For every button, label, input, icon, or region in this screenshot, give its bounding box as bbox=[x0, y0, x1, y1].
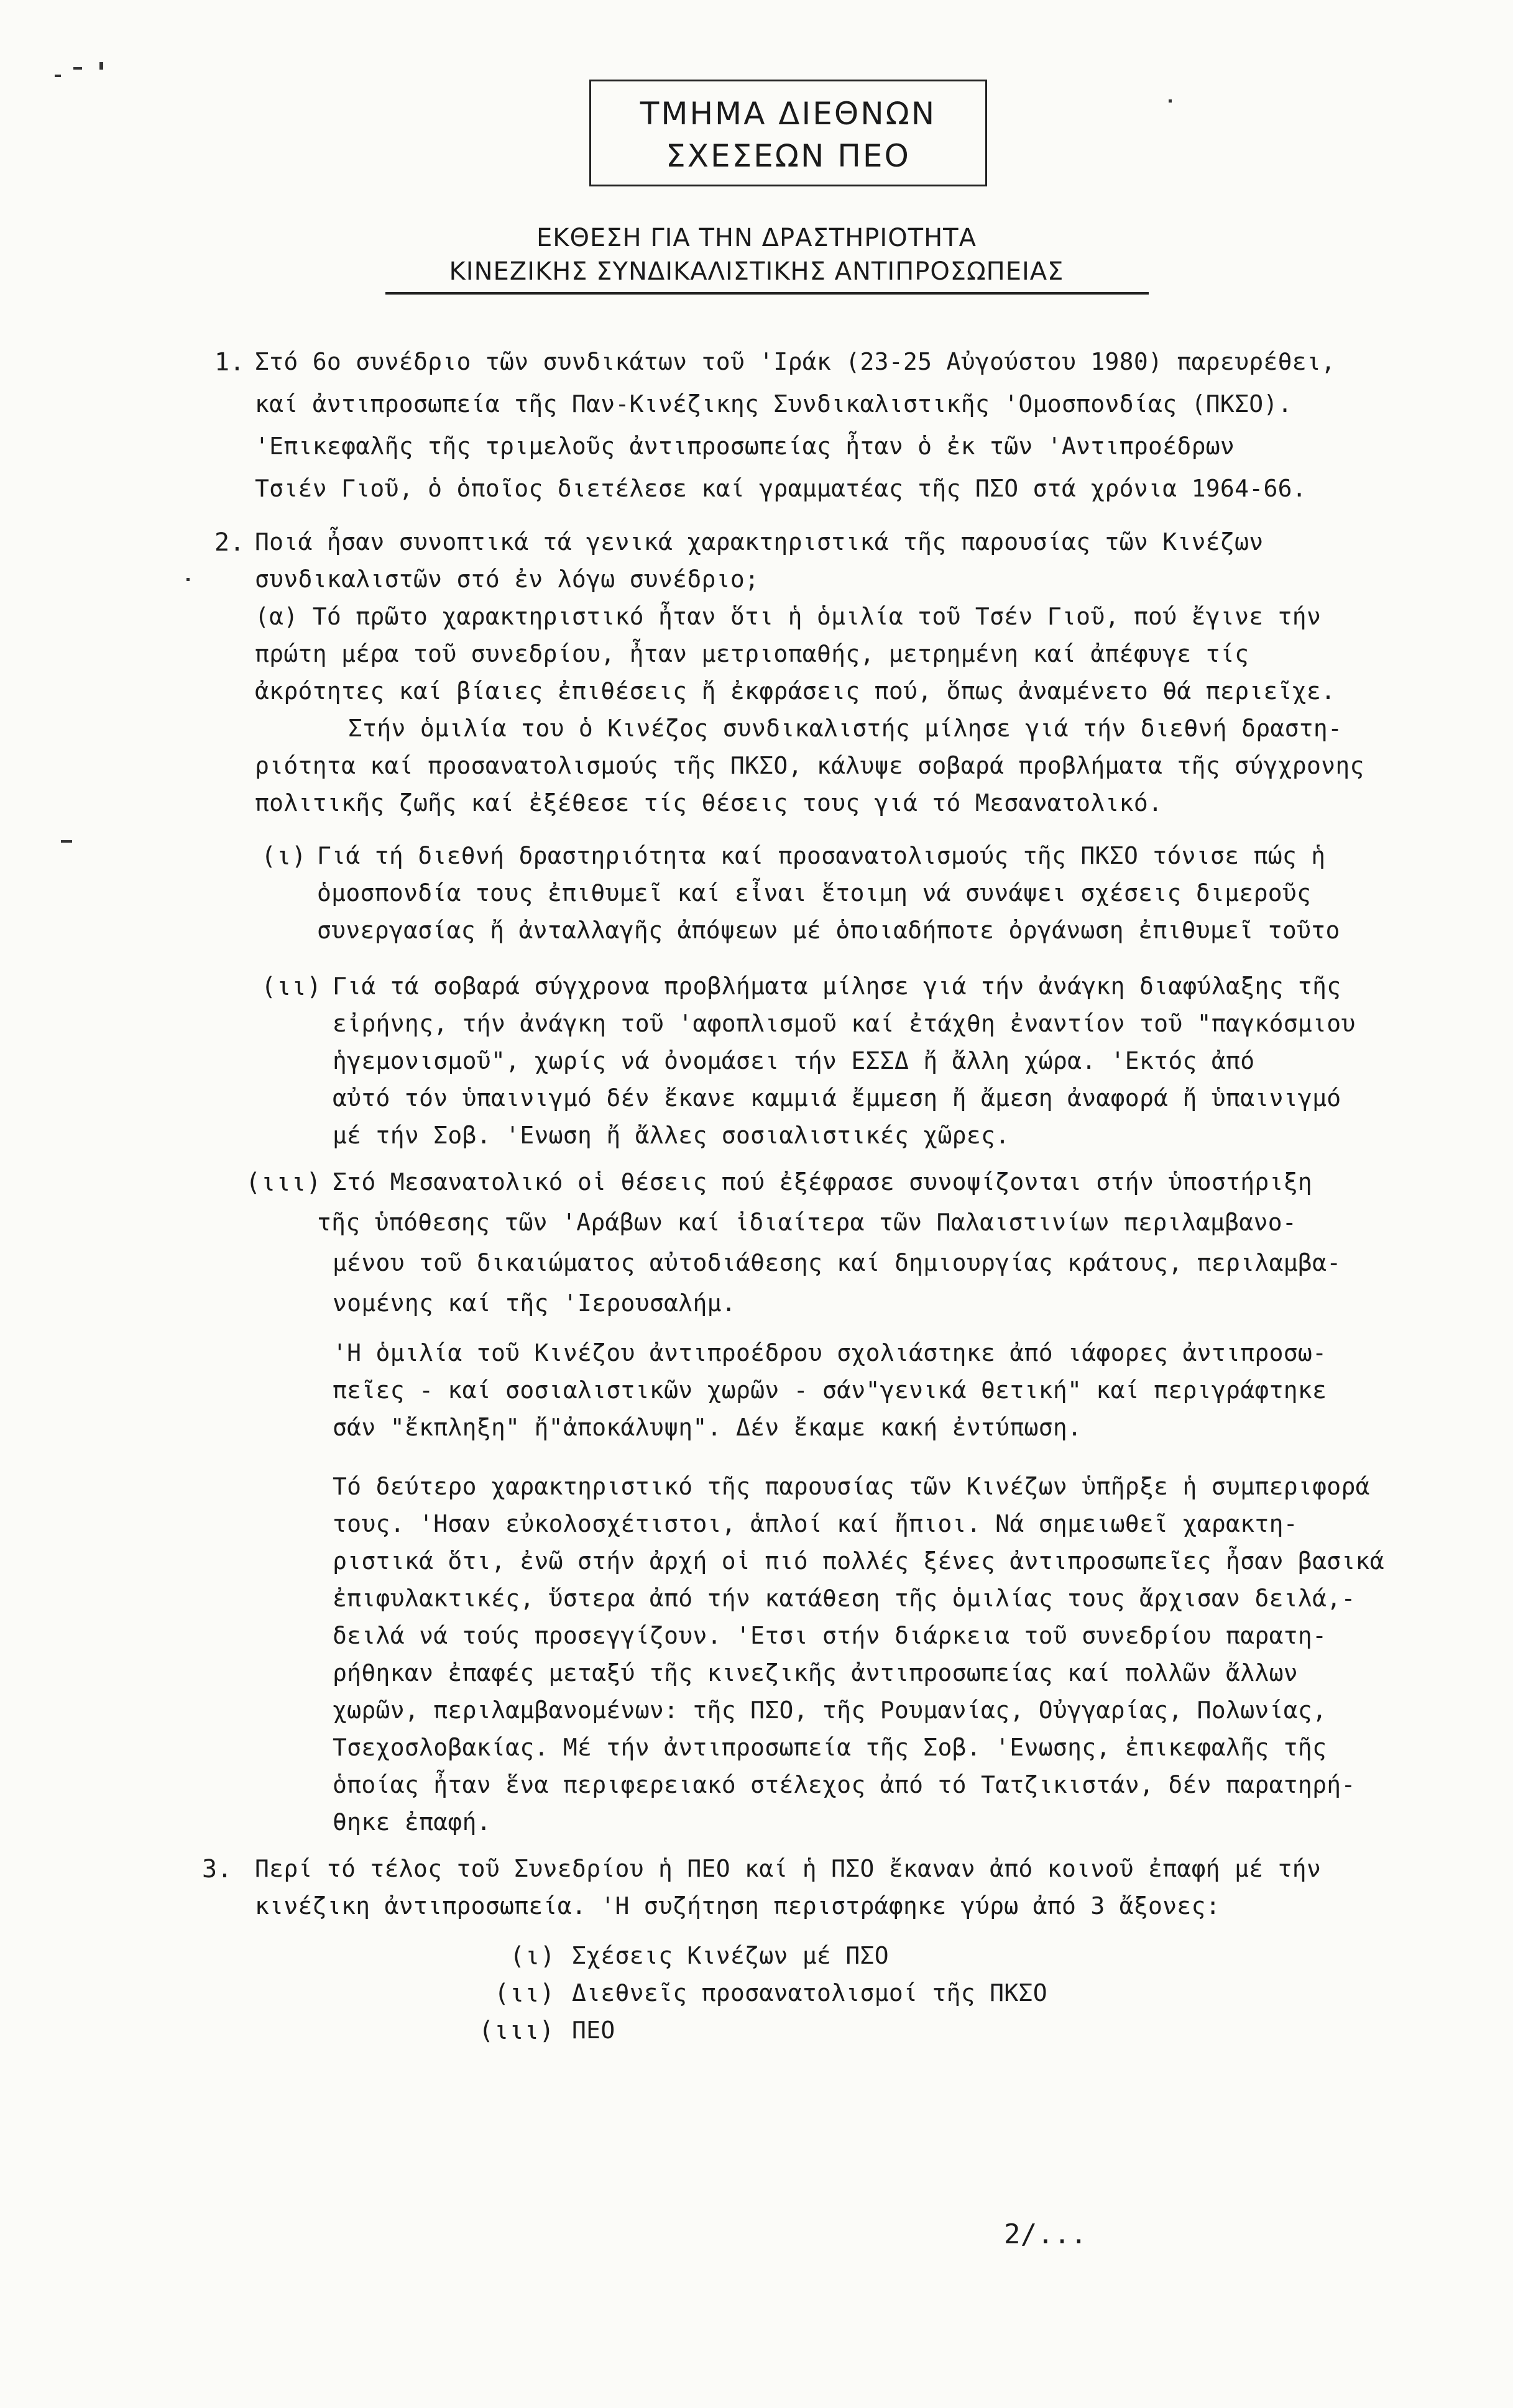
list-marker: (ιι) bbox=[494, 1979, 555, 2008]
text-line: πεῖες - καί σοσιαλιστικῶν χωρῶν - σάν"γενικά θετική" καί περιγράφτηκε bbox=[333, 1376, 1327, 1404]
text-line: (α) Τό πρῶτο χαρακτηριστικό ἦταν ὅτι ἡ ὁμιλία τοῦ Τσέν Γιοῦ, πού ἔγινε τήν bbox=[255, 603, 1322, 630]
subsection-marker: (ι) bbox=[261, 842, 307, 871]
text-line: μένου τοῦ δικαιώματος αὐτοδιάθεσης καί δημιουργίας κράτους, περιλαμβα- bbox=[333, 1249, 1341, 1276]
text-line: τους. 'Ησαν εὐκολοσχέτιστοι, ἁπλοί καί ἤπιοι. Νά σημειωθεῖ χαρακτη- bbox=[333, 1510, 1298, 1537]
text-line: αὐτό τόν ὑπαινιγμό δέν ἔκανε καμμιά ἔμμεση ἤ ἄμεση ἀναφορά ἤ ὑπαινιγμό bbox=[333, 1084, 1341, 1112]
text-line: εἰρήνης, τήν ἀνάγκη τοῦ 'αφοπλισμοῦ καί ἐτάχθη ἐναντίον τοῦ "παγκόσμιου bbox=[333, 1010, 1356, 1037]
text-line: πολιτικῆς ζωῆς καί ἐξέθεσε τίς θέσεις τους γιά τό Μεσανατολικό. bbox=[255, 789, 1163, 817]
text-line: 'Η ὁμιλία τοῦ Κινέζου ἀντιπροέδρου σχολιάστηκε ἀπό ιάφορες ἀντιπροσω- bbox=[333, 1339, 1327, 1367]
text-line: ὁποίας ἦταν ἕνα περιφερειακό στέλεχος ἀπό τό Τατζικιστάν, δέν παρατηρή- bbox=[333, 1771, 1356, 1798]
text-line: χωρῶν, περιλαμβανομένων: τῆς ΠΣΟ, τῆς Ρουμανίας, Οὐγγαρίας, Πολωνίας, bbox=[333, 1696, 1327, 1724]
text-line: συνδικαλιστῶν στό ἐν λόγω συνέδριο; bbox=[255, 565, 760, 593]
text-line: Στό Μεσανατολικό οἱ θέσεις πού ἐξέφρασε συνοψίζονται στήν ὑποστήριξη bbox=[333, 1168, 1313, 1196]
list-item: ΠΕΟ bbox=[572, 2017, 615, 2044]
title-underline bbox=[385, 292, 1149, 295]
list-marker: (ι) bbox=[510, 1942, 556, 1971]
text-line: ρήθηκαν ἐπαφές μεταξύ τῆς κινεζικῆς ἀντιπροσωπείας καί πολλῶν ἄλλων bbox=[333, 1659, 1298, 1687]
scan-speck bbox=[61, 840, 72, 843]
text-line: Ποιά ἦσαν συνοπτικά τά γενικά χαρακτηριστικά τῆς παρουσίας τῶν Κινέζων bbox=[255, 528, 1264, 556]
text-line: Γιά τή διεθνή δραστηριότητα καί προσανατολισμούς τῆς ΠΚΣΟ τόνισε πώς ἡ bbox=[317, 842, 1326, 869]
page-number: 2/... bbox=[1004, 2218, 1087, 2250]
stamp-line-2: ΣΧΕΣΕΩΝ ΠΕΟ bbox=[666, 138, 911, 174]
text-line: 'Επικεφαλῆς τῆς τριμελοῦς ἀντιπροσωπείας ἦταν ὁ ἐκ τῶν 'Αντιπροέδρων bbox=[255, 433, 1235, 460]
section-marker: 2. bbox=[214, 528, 245, 557]
text-line: Τσιέν Γιοῦ, ὁ ὁποῖος διετέλεσε καί γραμματέας τῆς ΠΣΟ στά χρόνια 1964-66. bbox=[255, 475, 1307, 502]
text-line: ἐπιφυλακτικές, ὕστερα ἀπό τήν κατάθεση τῆς ὁμιλίας τους ἄρχισαν δειλά,- bbox=[333, 1585, 1356, 1612]
department-stamp bbox=[589, 80, 987, 186]
stamp-line-1: ΤΜΗΜΑ ΔΙΕΘΝΩΝ bbox=[640, 96, 937, 132]
text-line: ριότητα καί προσανατολισμούς τῆς ΠΚΣΟ, κάλυψε σοβαρά προβλήματα τῆς σύγχρονης bbox=[255, 752, 1364, 779]
text-line: ὁμοσπονδία τους ἐπιθυμεῖ καί εἶναι ἕτοιμη νά συνάψει σχέσεις διμεροῦς bbox=[317, 879, 1312, 907]
list-marker: (ιιι) bbox=[479, 2017, 554, 2045]
scan-speck bbox=[73, 67, 82, 70]
text-line: θηκε ἐπαφή. bbox=[333, 1808, 491, 1836]
scan-speck bbox=[186, 578, 190, 581]
text-line: μέ τήν Σοβ. 'Ενωση ἤ ἄλλες σοσιαλιστικές χῶρες. bbox=[333, 1122, 1010, 1149]
text-line: δειλά νά τούς προσεγγίζουν. 'Ετσι στήν διάρκεια τοῦ συνεδρίου παρατη- bbox=[333, 1622, 1327, 1649]
list-item: Διεθνεῖς προσανατολισμοί τῆς ΠΚΣΟ bbox=[572, 1979, 1047, 2007]
text-line: πρώτη μέρα τοῦ συνεδρίου, ἦταν μετριοπαθής, μετρημένη καί ἀπέφυγε τίς bbox=[255, 640, 1249, 667]
scan-speck bbox=[55, 75, 61, 77]
subsection-marker: (ιιι) bbox=[246, 1168, 321, 1197]
section-marker: 1. bbox=[214, 348, 245, 377]
section-marker: 3. bbox=[202, 1855, 232, 1884]
report-title-line-2: ΚΙΝΕΖΙΚΗΣ ΣΥΝΔΙΚΑΛΙΣΤΙΚΗΣ ΑΝΤΙΠΡΟΣΩΠΕΙΑΣ bbox=[449, 257, 1064, 286]
text-line: ἡγεμονισμοῦ", χωρίς νά ὀνομάσει τήν ΕΣΣΔ ἤ ἄλλη χώρα. 'Εκτός ἀπό bbox=[333, 1047, 1255, 1074]
scan-speck bbox=[1169, 99, 1172, 103]
subsection-marker: (ιι) bbox=[261, 973, 322, 1001]
text-line: Στό 6ο συνέδριο τῶν συνδικάτων τοῦ 'Ιράκ (23-25 Αὐγούστου 1980) παρευρέθει, bbox=[255, 348, 1336, 375]
text-line: Περί τό τέλος τοῦ Συνεδρίου ἡ ΠΕΟ καί ἡ ΠΣΟ ἔκαναν ἀπό κοινοῦ ἐπαφή μέ τήν bbox=[255, 1855, 1322, 1882]
text-line: ἀκρότητες καί βίαιες ἐπιθέσεις ἤ ἐκφράσεις πού, ὅπως ἀναμένετο θά περιεῖχε. bbox=[255, 677, 1336, 705]
list-item: Σχέσεις Κινέζων μέ ΠΣΟ bbox=[572, 1942, 889, 1969]
text-line: σάν "ἔκπληξη" ἤ"ἀποκάλυψη". Δέν ἔκαμε κακή ἐντύπωση. bbox=[333, 1414, 1082, 1441]
scan-speck bbox=[99, 62, 103, 70]
text-line: τῆς ὑπόθεσης τῶν 'Αράβων καί ἰδιαίτερα τῶν Παλαιστινίων περιλαμβανο- bbox=[317, 1209, 1297, 1236]
text-line: συνεργασίας ἤ ἀνταλλαγῆς ἀπόψεων μέ ὁποιαδήποτε ὀργάνωση ἐπιθυμεῖ τοῦτο bbox=[317, 917, 1340, 944]
text-line: νομένης καί τῆς 'Ιερουσαλήμ. bbox=[333, 1289, 736, 1317]
text-line: ριστικά ὅτι, ἐνῶ στήν ἀρχή οἱ πιό πολλές ξένες ἀντιπροσωπεῖες ἦσαν βασικά bbox=[333, 1547, 1384, 1575]
text-line: Γιά τά σοβαρά σύγχρονα προβλήματα μίλησε γιά τήν ἀνάγκη διαφύλαξης τῆς bbox=[333, 973, 1341, 1000]
text-line: καί ἀντιπροσωπεία τῆς Παν-Κινέζικης Συνδικαλιστικῆς 'Ομοσπονδίας (ΠΚΣΟ). bbox=[255, 390, 1292, 418]
text-line: Στήν ὁμιλία του ὁ Κινέζος συνδικαλιστής μίλησε γιά τήν διεθνή δραστη- bbox=[348, 715, 1343, 742]
text-line: Τό δεύτερο χαρακτηριστικό τῆς παρουσίας τῶν Κινέζων ὑπῆρξε ἡ συμπεριφορά bbox=[333, 1473, 1370, 1500]
text-line: κινέζικη ἀντιπροσωπεία. 'Η συζήτηση περιστράφηκε γύρω ἀπό 3 ἄξονες: bbox=[255, 1892, 1220, 1920]
report-title-line-1: ΕΚΘΕΣΗ ΓΙΑ ΤΗΝ ΔΡΑΣΤΗΡΙΟΤΗΤΑ bbox=[536, 224, 977, 252]
text-line: Τσεχοσλοβακίας. Μέ τήν ἀντιπροσωπεία τῆς Σοβ. 'Ενωσης, ἐπικεφαλῆς τῆς bbox=[333, 1734, 1327, 1761]
